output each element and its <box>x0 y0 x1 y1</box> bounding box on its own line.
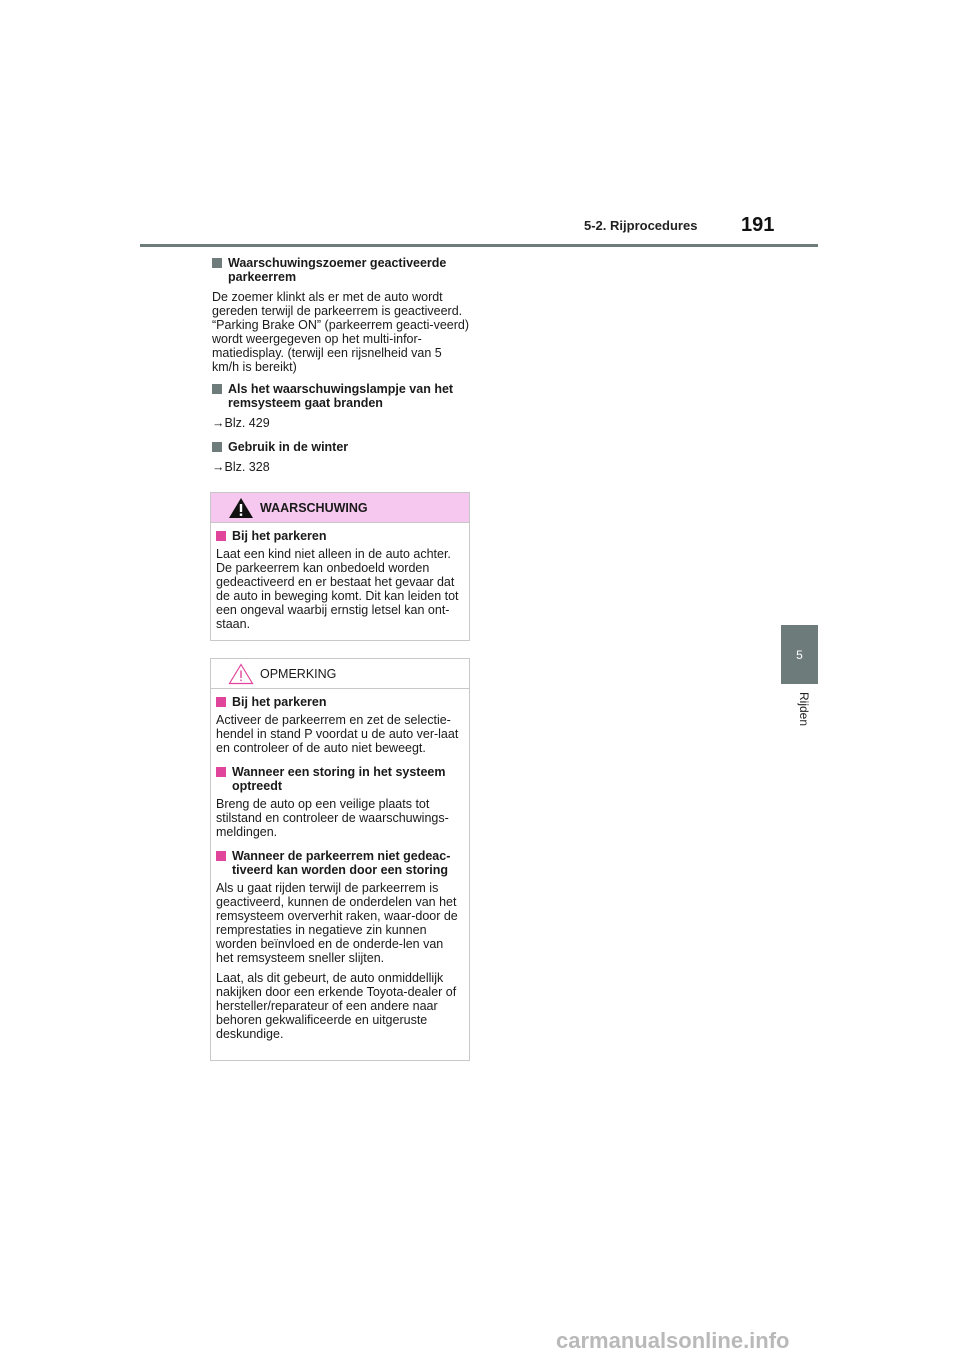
section-parking-brake-buzzer <box>212 256 470 374</box>
section-bullet-icon <box>212 258 222 268</box>
caution-triangle-icon <box>228 663 254 685</box>
warning-box <box>210 492 470 641</box>
warning-title: WAARSCHUWING <box>260 501 368 515</box>
section-bullet-icon <box>212 442 222 452</box>
section-heading: Als het waarschuwingslampje van het remsysteem gaat branden <box>228 382 454 410</box>
chapter-label: Rijden <box>797 692 811 727</box>
notice-box <box>210 658 470 1061</box>
section-body: Breng de auto op een veilige plaats tot stilstand en controleer de waarschuwings-meldingen. <box>216 797 449 839</box>
notice-header <box>211 659 469 689</box>
warning-triangle-icon <box>228 497 254 519</box>
section-body: Activeer de parkeerrem en zet de selectie-hendel in stand P voordat u de auto ver-laat en controleer of de auto niet beweegt. <box>216 713 459 755</box>
section-heading: Bij het parkeren <box>232 695 327 709</box>
section-heading: Wanneer de parkeerrem niet gedeac-tiveerd kan worden door een storing <box>232 849 451 877</box>
chapter-number: 5 <box>796 647 803 662</box>
header-divider <box>140 244 818 247</box>
chapter-tab[interactable] <box>781 625 818 684</box>
section-bullet-icon <box>216 767 226 777</box>
watermark: carmanualsonline.info <box>556 1328 790 1353</box>
section-body: Laat, als dit gebeurt, de auto onmiddellijk nakijken door een erkende Toyota-dealer of hersteller/reparateur of een andere naar behoren gekwalificeerde en uitgeruste deskundige. <box>216 971 457 1041</box>
section-bullet-icon <box>216 531 226 541</box>
main-column <box>212 256 470 484</box>
section-heading: Bij het parkeren <box>232 529 327 543</box>
section-heading: Waarschuwingszoemer geactiveerde parkeerrem <box>228 256 447 284</box>
section-body: Laat een kind niet alleen in de auto achter. De parkeerrem kan onbedoeld worden gedeactiveerd en er bestaat het gevaar dat de auto in beweging komt. Dit kan leiden tot een ongeval waarbij ernstig letsel kan ont-staan. <box>216 547 459 631</box>
section-body: Als u gaat rijden terwijl de parkeerrem is geactiveerd, kunnen de onderdelen van het remsysteem oververhit raken, waar-door de remprestaties in negatieve zin kunnen worden beïnvloed en de onderde-len van het remsysteem sneller slijten. <box>216 881 458 965</box>
section-bullet-icon <box>212 384 222 394</box>
section-heading: Gebruik in de winter <box>228 440 349 454</box>
warning-header <box>211 493 469 523</box>
section-bullet-icon <box>216 697 226 707</box>
page-reference-link[interactable]: →Blz. 429 <box>212 416 270 430</box>
notice-title: OPMERKING <box>260 667 337 681</box>
section-body: De zoemer klinkt als er met de auto wordt gereden terwijl de parkeerrem is geactiveerd. “Parking Brake ON” (parkeerrem geacti-veerd) wordt weergegeven op het multi-infor-matiedisplay. (terwijl een rijsnelheid van 5 km/h is bereikt) <box>212 290 470 374</box>
section-winter-use <box>212 440 470 474</box>
section-brake-warning-light <box>212 382 470 430</box>
section-heading: Wanneer een storing in het systeem optreedt <box>232 765 446 793</box>
page-number: 191 <box>741 214 775 236</box>
section-title: 5-2. Rijprocedures <box>584 218 698 233</box>
section-bullet-icon <box>216 851 226 861</box>
page-reference-link[interactable]: →Blz. 328 <box>212 460 270 474</box>
